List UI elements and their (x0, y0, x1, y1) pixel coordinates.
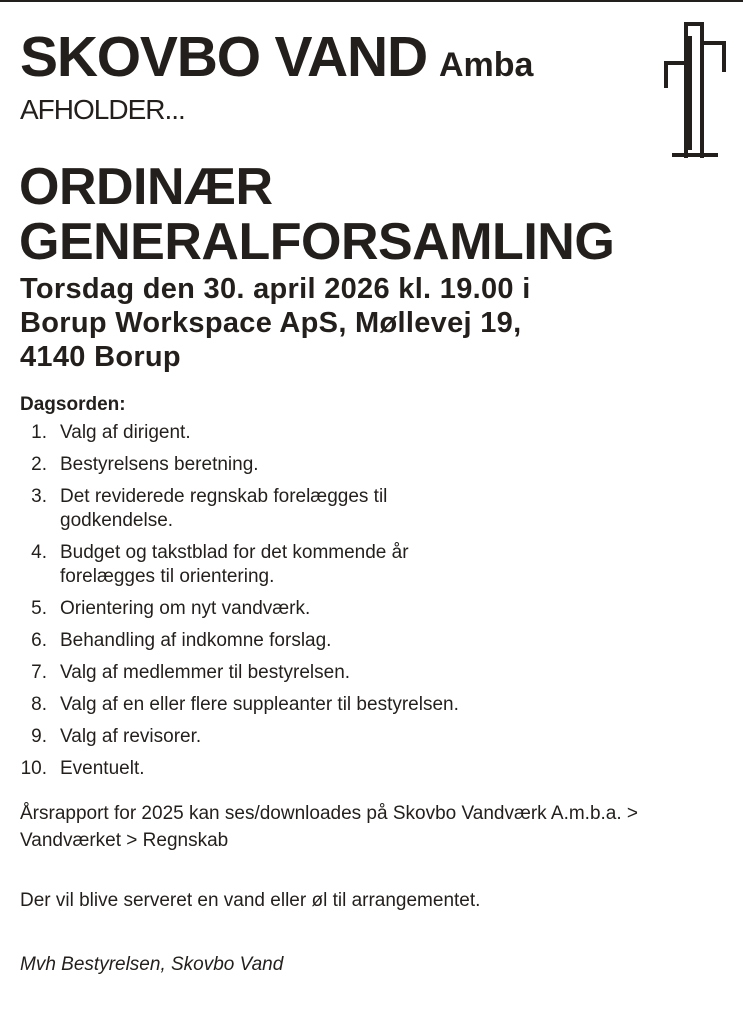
event-title-line-1: ORDINÆR (19, 158, 273, 216)
water-tap-logo-icon (660, 18, 730, 160)
agenda-item (20, 661, 700, 685)
agenda-item (20, 725, 700, 749)
agenda-item-number: 1. (31, 422, 47, 443)
agenda-item-text: Valg af en eller flere suppleanter til bestyrelsen. (60, 694, 459, 715)
agenda-item-number: 8. (31, 694, 47, 715)
event-details (20, 272, 531, 374)
agenda-item-number: 7. (31, 662, 47, 683)
agenda-item-number: 10. (20, 758, 47, 779)
agenda-list (20, 421, 700, 789)
agenda-item (20, 421, 700, 445)
agenda-item-number: 5. (31, 598, 47, 619)
event-date-time: Torsdag den 30. april 2026 kl. 19.00 i (20, 273, 531, 305)
agenda-item (20, 597, 700, 621)
signoff: Mvh Bestyrelsen, Skovbo Vand (20, 954, 284, 975)
agenda-item-text: Bestyrelsens beretning. (60, 454, 259, 475)
top-rule (0, 0, 743, 2)
intro-text: AFHOLDER... (20, 94, 185, 125)
agenda-item-text: Budget og takstblad for det kommende år forelægges til orientering. (60, 542, 409, 587)
agenda-title: Dagsorden: (20, 394, 126, 415)
refreshments-note: Der vil blive serveret en vand eller øl til arrangementet. (20, 890, 481, 911)
agenda-item-number: 2. (31, 454, 47, 475)
agenda-item (20, 693, 700, 717)
agenda-item-number: 6. (31, 630, 47, 651)
event-venue: Borup Workspace ApS, Møllevej 19, (20, 307, 522, 339)
agenda-item-text: Valg af revisorer. (60, 726, 202, 747)
agenda-item (20, 453, 700, 477)
organization-title: SKOVBO VAND (20, 25, 427, 89)
agenda-item-text: Det reviderede regnskab forelægges til godkendelse. (60, 486, 388, 531)
agenda-item-number: 9. (31, 726, 47, 747)
agenda-item-text: Valg af dirigent. (60, 422, 191, 443)
agenda-item-text: Behandling af indkomne forslag. (60, 630, 332, 651)
agenda-item-text: Orientering om nyt vandværk. (60, 598, 311, 619)
agenda-item (20, 541, 700, 589)
annual-report-note: Årsrapport for 2025 kan ses/downloades på Skovbo Vandværk A.m.b.a. > Vandværket > Regnskab (20, 803, 639, 851)
event-title (19, 160, 614, 270)
event-city: 4140 Borup (20, 341, 181, 373)
organization-name (20, 26, 533, 96)
organization-suffix: Amba (438, 46, 534, 84)
event-title-line-2: GENERALFORSAMLING (19, 213, 615, 271)
agenda-item-text: Eventuelt. (60, 758, 145, 779)
agenda-item (20, 629, 700, 653)
agenda-item-number: 4. (31, 542, 47, 563)
agenda-item (20, 757, 700, 781)
agenda-item-number: 3. (31, 486, 47, 507)
agenda-item-text: Valg af medlemmer til bestyrelsen. (60, 662, 351, 683)
agenda-item (20, 485, 700, 533)
